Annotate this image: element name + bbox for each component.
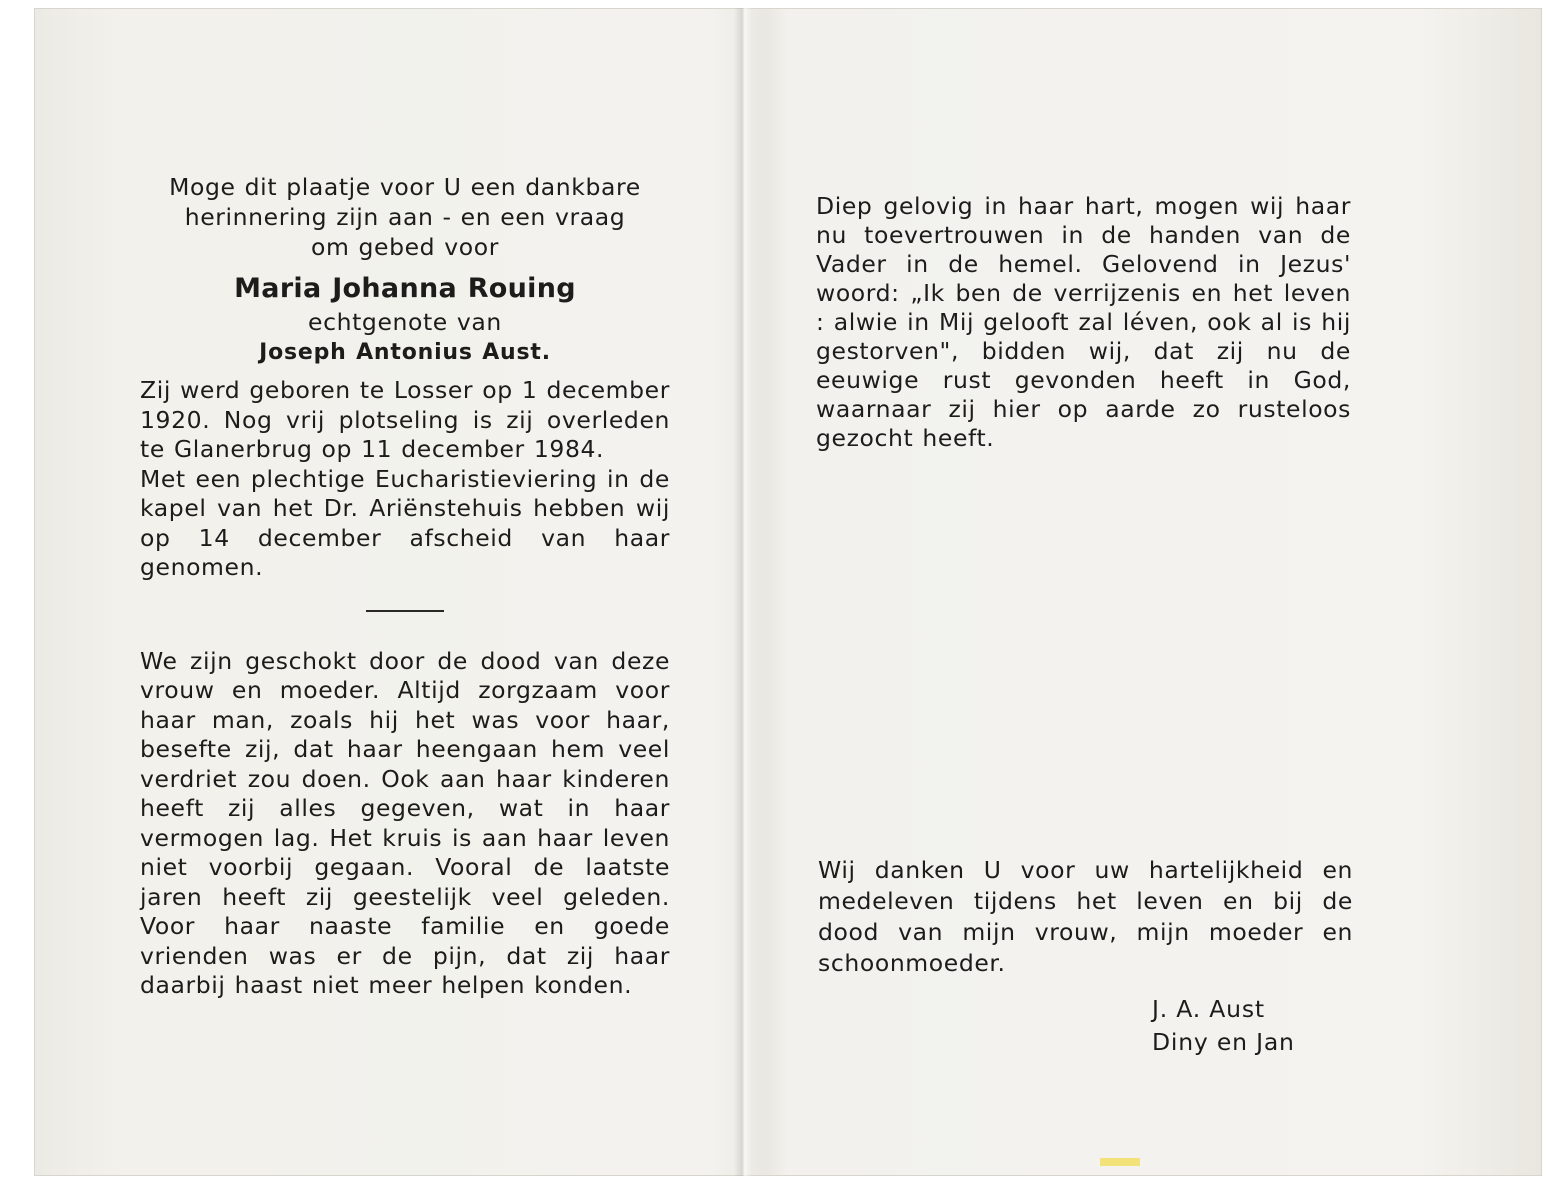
birth-death-paragraph: Zij werd geboren te Losser op 1 december 1920. Nog vrij plotseling is zij overleden te Glanerbrug op 11 december 1984. <box>140 376 670 463</box>
signature <box>1152 993 1295 1059</box>
intro-line-2: herinnering zijn aan - en een vraag <box>184 203 626 231</box>
tribute-paragraph: We zijn geschokt door de dood van deze vrouw en moeder. Altijd zorgzaam voor haar man, zoals hij het was voor haar, besefte zij, dat haar heengaan hem veel verdriet zou doen. Ook aan haar kinderen heeft zij alles gegeven, wat in haar vermogen lag. Het kruis is aan haar leven niet voorbij gegaan. Vooral de laatste jaren heeft zij geestelijk veel geleden. Voor haar naaste familie en goede vrienden was er de pijn, dat zij haar daarbij haast niet meer helpen konden. <box>140 646 670 999</box>
farewell-paragraph: Met een plechtige Eucharistieviering in de kapel van het Dr. Ariënstehuis hebben wij op 14 december afscheid van haar genomen. <box>140 464 670 581</box>
faith-paragraph: Diep gelovig in haar hart, mogen wij haar nu toevertrouwen in de handen van de Vader in de hemel. Gelovend in Jezus' woord: „Ik ben de verrijzenis en het leven : alwie in Mij gelooft zal léven, ook al is hij gestorven", bidden wij, dat zij nu de eeuwige rust gevonden heeft in God, waarnaar zij hier op aarde zo rusteloos gezocht heeft. <box>816 192 1351 452</box>
intro-line-3: om gebed voor <box>310 233 499 261</box>
spouse-name: Joseph Antonius Aust. <box>259 340 551 365</box>
left-page <box>140 172 670 1001</box>
right-page <box>816 192 1351 453</box>
center-fold <box>734 8 752 1176</box>
signature-line-2: Diny en Jan <box>1152 1028 1295 1056</box>
yellow-paper-edge <box>1100 1158 1140 1166</box>
thanks-paragraph: Wij danken U voor uw hartelijkheid en medeleven tijdens het leven en bij de dood van mijn vrouw, mijn moeder en schoonmoeder. <box>818 856 1353 977</box>
deceased-name: Maria Johanna Rouing <box>234 273 576 304</box>
section-divider <box>366 610 444 612</box>
intro-line-1: Moge dit plaatje voor U een dankbare <box>169 173 641 201</box>
intro-text <box>140 172 670 262</box>
spouse-label: echtgenote van <box>308 308 502 336</box>
signature-line-1: J. A. Aust <box>1152 995 1265 1023</box>
